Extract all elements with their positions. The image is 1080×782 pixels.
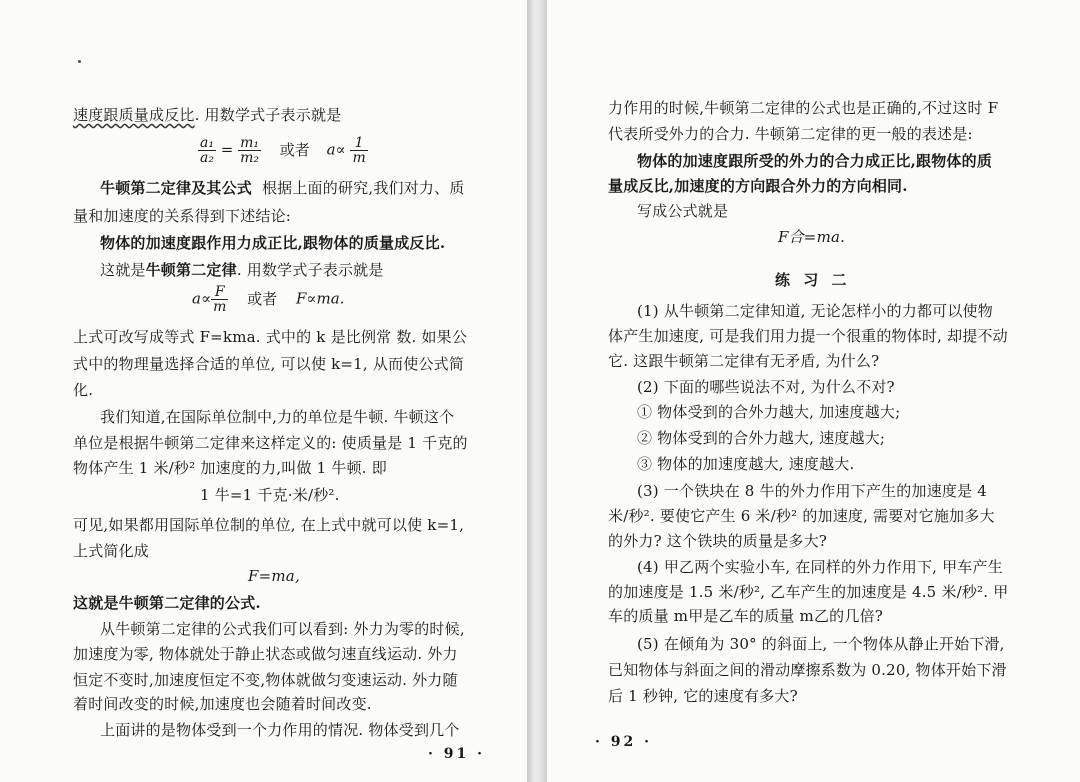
proportional-expr: F∝ma. <box>295 289 345 308</box>
exercise-question: (3) 一个铁块在 8 牛的外力作用下产生的加速度是 4 <box>637 482 988 500</box>
exercise-question: (4) 甲乙两个实验小车, 在同样的外力作用下, 甲车产生 <box>637 558 1003 576</box>
text-line: 后 1 秒钟, 它的速度有多大? <box>608 687 798 705</box>
emphasized-phrase: 速度跟质量成反比 <box>73 106 195 124</box>
text-line: 这就是牛顿第二定律. 用数学式子表示就是 <box>100 261 384 279</box>
text-line: 的加速度是 1.5 米/秒², 乙车产生的加速度是 4.5 米/秒². 甲 <box>608 583 1009 601</box>
text-line: 写成公式就是 <box>637 202 729 220</box>
exercise-title: 练 习 二 <box>775 271 851 289</box>
newton-formula: F=ma, <box>248 567 300 585</box>
law-statement: 物体的加速度跟作用力成正比,跟物体的质量成反比. <box>100 234 446 252</box>
text-line: 上式简化成 <box>73 542 150 560</box>
text-line: 从牛顿第二定律的公式我们可以看到: 外力为零的时候, <box>100 620 465 638</box>
fraction: $\frac{\text{m₁}}{\text{m₂}}$ <box>240 135 259 166</box>
book-spine-gutter <box>527 0 547 782</box>
exercise-option: ① 物体受到的合外力越大, 加速度越大; <box>637 403 901 421</box>
text-line: 力作用的时候,牛顿第二定律的公式也是正确的,不过这时 F <box>608 99 999 117</box>
law-statement: 量成反比,加速度的方向跟合外力的方向相同. <box>608 177 908 195</box>
exercise-option: ③ 物体的加速度越大, 速度越大. <box>637 455 855 473</box>
fraction: $\frac{\text{a₁}}{\text{a₂}}$ <box>200 135 214 166</box>
text-line: 我们知道,在国际单位制中,力的单位是牛顿. 牛顿这个 <box>100 408 455 426</box>
text-line: 可见,如果都用国际单位制的单位, 在上式中就可以使 k=1, <box>73 516 465 534</box>
text-span: . 用数学式子表示就是 <box>194 106 342 124</box>
proportional-expr: a∝ <box>326 140 346 159</box>
left-page <box>0 0 527 782</box>
text-line: 车的质量 m甲是乙车的质量 m乙的几倍? <box>608 607 884 625</box>
text-line: 上式可改写成等式 F=kma. 式中的 k 是比例常 数. 如果公 <box>73 328 468 346</box>
text-line: 加速度为零, 物体就处于静止状态或做匀速直线运动. 外力 <box>73 645 458 663</box>
law-name: 牛顿第二定律 <box>145 261 237 279</box>
text-line: 化. <box>73 381 94 399</box>
proportion-formula <box>198 136 368 165</box>
proportion-formula-2: a∝ $\frac{F}{m}$ 或者 F∝ma. <box>192 284 345 315</box>
exercise-question: (5) 在倾角为 30° 的斜面上, 一个物体从静止开始下滑, <box>637 635 1005 653</box>
text-line: 着时间改变的时候,加速度也会随着时间改变. <box>73 695 372 713</box>
unit-definition: 1 牛=1 千克·米/秒². <box>200 486 340 504</box>
or-label: 或者 <box>279 140 310 159</box>
text-line: 式中的物理量选择合适的单位, 可以使 k=1, 从而使公式简 <box>73 355 465 373</box>
exercise-question: (2) 下面的哪些说法不对, 为什么不对? <box>637 378 895 396</box>
right-page <box>547 0 1080 782</box>
text-line: 物体产生 1 米/秒² 加速度的力,叫做 1 牛顿. 即 <box>73 459 387 477</box>
text-line: 上面讲的是物体受到一个力作用的情况. 物体受到几个 <box>100 721 460 739</box>
text-line: 米/秒². 要使它产生 6 米/秒² 的加速度, 需要对它施加多大 <box>608 507 995 525</box>
text-line: 它. 这跟牛顿第二定律有无矛盾, 为什么? <box>608 352 880 370</box>
text-line <box>100 178 465 198</box>
text-line: 单位是根据牛顿第二定律来这样定义的: 使质量是 1 千克的 <box>73 434 468 452</box>
fraction: $\frac{1}{m}$ <box>352 135 366 166</box>
text-line: 体产生加速度, 可是我们用力提一个很重的物体时, 却提不动 <box>608 327 1008 345</box>
page-number: · 92 · <box>595 734 652 750</box>
page-number: · 91 · <box>428 746 485 762</box>
exercise-question: (1) 从牛顿第二定律知道, 无论怎样小的力都可以使物 <box>637 302 993 320</box>
or-label: 或者 <box>247 289 278 308</box>
text-line: 恒定不变时,加速度恒定不变,物体就做匀变速运动. 外力随 <box>73 671 458 689</box>
exercise-option: ② 物体受到的合外力越大, 速度越大; <box>637 429 886 447</box>
section-heading: 牛顿第二定律及其公式 <box>100 179 253 197</box>
text-line <box>73 105 341 125</box>
text-span: 根据上面的研究,我们对力、质 <box>261 179 465 197</box>
net-force-formula: F合=ma. <box>778 228 846 246</box>
scan-speck <box>78 60 81 63</box>
law-statement: 物体的加速度跟所受的外力的合力成正比,跟物体的质 <box>637 152 993 170</box>
equals-sign: = <box>220 140 234 159</box>
fraction: $\frac{F}{m}$ <box>213 284 227 315</box>
text-line: 已知物体与斜面之间的滑动摩擦系数为 0.20, 物体开始下滑 <box>608 661 1007 679</box>
text-line: 代表所受外力的合力. 牛顿第二定律的更一般的表述是: <box>608 125 973 143</box>
text-line: 这就是牛顿第二定律的公式. <box>73 594 261 612</box>
text-line: 的外力? 这个铁块的质量是多大? <box>608 532 828 550</box>
text-line: 量和加速度的关系得到下述结论: <box>73 207 292 225</box>
